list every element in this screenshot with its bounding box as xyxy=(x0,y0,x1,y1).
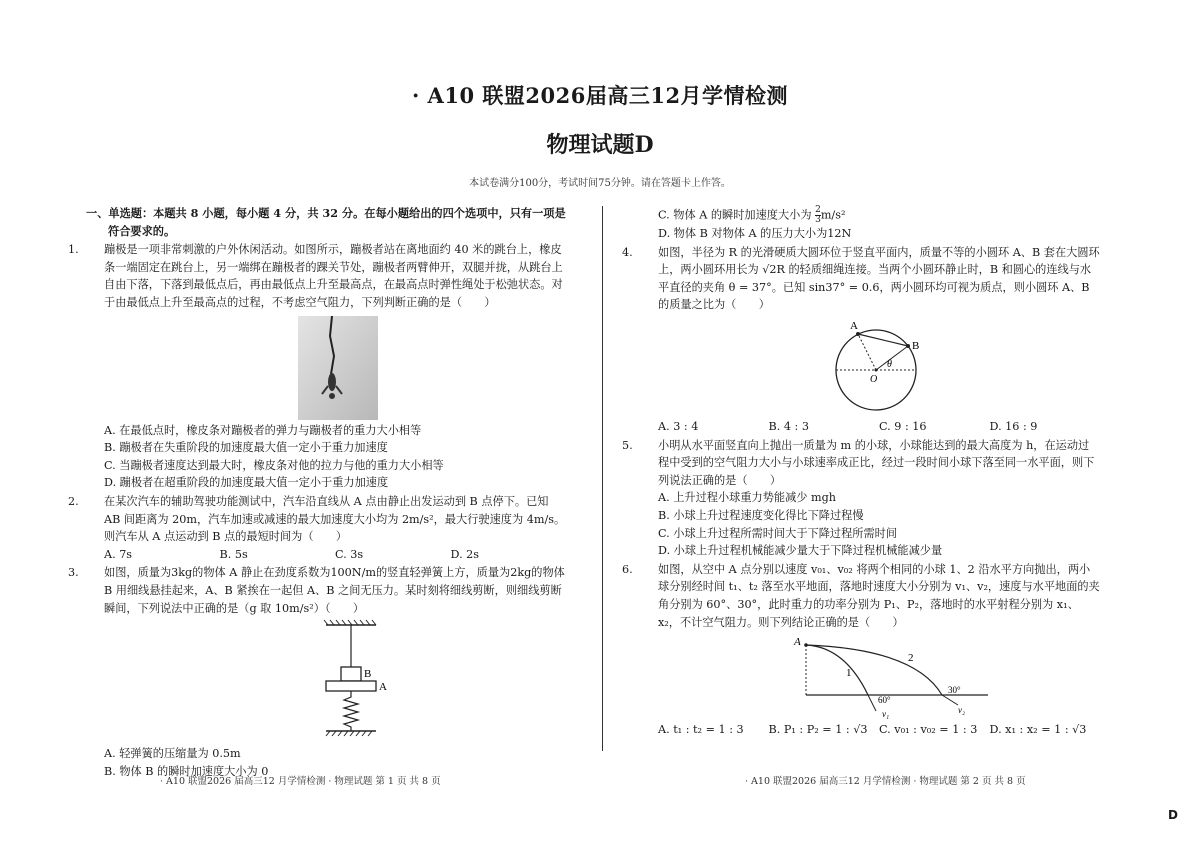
label-a: A xyxy=(794,636,801,649)
question-text: 如图，从空中 A 点分别以速度 v₀₁、v₀₂ 将两个相同的小球 1、2 沿水平方向抛出，两小球分别经时间 t₁、t₂ 落至水平地面，落地时速度大小分别为 v₁、v₂，速度与水平地面的夹角分别为 60°、30°，此时重力的功率分别为 P₁、P₂，落地时的水平射程分别为 x₁、x₂，不计空气阻力。则下列结论正确的是（ ） xyxy=(658,562,1100,629)
spring-figure xyxy=(86,617,566,745)
projectile-diagram xyxy=(640,631,1100,721)
label-b: B xyxy=(912,339,920,352)
option-d: D. 2s xyxy=(450,547,480,561)
exam-subtitle: 物理试题D xyxy=(546,132,654,158)
option-a: A. 在最低点时，橡皮条对蹦极者的弹力与蹦极者的重力大小相等 xyxy=(104,423,422,437)
ring-diagram xyxy=(640,314,1100,418)
label-v1: v₁ xyxy=(882,709,890,720)
ring-figure xyxy=(640,314,1100,418)
option-a: A. 7s xyxy=(104,547,133,561)
option-b: B. 小球上升过程速度变化得比下降过程慢 xyxy=(658,508,864,522)
section-heading: 一、单选题：本题共 8 小题，每小题 4 分，共 32 分。在每小题给出的四个选项中，只有一项是 符合要求的。 xyxy=(86,206,566,238)
footer-right: · A10 联盟2026 届高三12 月学情检测 · 物理试题 第 2 页 共 8 页 xyxy=(745,776,1026,787)
question-number: 4. xyxy=(622,245,633,259)
question-number: 6. xyxy=(622,562,633,576)
question-number: 1. xyxy=(68,243,79,257)
left-column xyxy=(68,205,566,780)
label-v2: v₂ xyxy=(958,705,966,716)
column-divider xyxy=(602,206,603,751)
option-b: B. 4 : 3 xyxy=(768,419,809,433)
option-c: C. 3s xyxy=(335,547,364,561)
question-text: 如图，质量为3kg的物体 A 静止在劲度系数为100N/m的竖直轻弹簧上方，质量为2kg的物体 B 用细线悬挂起来，A、B 紧挨在一起但 A、B 之间无压力。某时刻将细线剪断，则细线剪断瞬间，下列说法中正确的是（g 取 10m/s²）（ ） xyxy=(104,566,565,615)
option-b: B. 物体 B 的瞬时加速度大小为 0 xyxy=(104,764,269,778)
q3-option-d: D. 物体 B 对物体 A 的压力大小为12N xyxy=(658,227,852,240)
option-b: B. P₁ : P₂ = 1 : √3 xyxy=(768,723,868,737)
question-number: 5. xyxy=(622,438,633,452)
option-d: D. 16 : 9 xyxy=(989,419,1038,433)
option-b: B. 5s xyxy=(219,547,248,561)
question-5 xyxy=(622,437,1100,560)
label-30: 30° xyxy=(948,685,961,696)
label-a: A xyxy=(379,681,387,694)
option-a: A. 3 : 4 xyxy=(658,419,699,433)
label-o: O xyxy=(870,373,878,385)
question-text: 小明从水平面竖直向上抛出一质量为 m 的小球，小球能达到的最大高度为 h，在运动过程中受到的空气阻力大小与小球速率成正比，经过一段时间小球下落至同一水平面，则下列说法正确的是（ ） xyxy=(658,438,1095,487)
option-c: C. 小球上升过程所需时间大于下降过程所需时间 xyxy=(658,526,898,540)
footer-left: · A10 联盟2026 届高三12 月学情检测 · 物理试题 第 1 页 共 8 页 xyxy=(160,776,441,787)
label-2: 2 xyxy=(908,652,914,665)
fraction: $\frac{2}{3}$ xyxy=(815,205,821,225)
label-a: A xyxy=(850,319,858,332)
option-a: A. t₁ : t₂ = 1 : 3 xyxy=(658,723,744,737)
bungee-image xyxy=(86,316,566,422)
options-row xyxy=(640,418,1100,436)
question-4 xyxy=(622,244,1100,436)
option-c: C. 9 : 16 xyxy=(879,419,927,433)
spring-diagram xyxy=(86,617,566,745)
q3-option-c: C. 物体 A 的瞬时加速度大小为 $\frac{2}{3}$ m/s² xyxy=(658,205,846,225)
exam-header xyxy=(0,80,1200,110)
question-text: 如图，半径为 R 的光滑硬质大圆环位于竖直平面内，质量不等的小圆环 A、B 套在大圆环上，两小圆环用长为 √2R 的轻质细绳连接。当两个小圆环静止时，B 和圆心的连线与水平直径的夹角 θ = 37°。已知 sin37° = 0.6，两小圆环均可视为质点，则小圆环 A、B 的质量之比为（ ） xyxy=(658,245,1100,312)
question-text: 在某次汽车的辅助驾驶功能测试中，汽车沿直线从 A 点由静止出发运动到 B 点停下。已知 AB 间距离为 20m，汽车加速或减速的最大加速度大小均为 2m/s²，最大行驶速度为 4m/s。则汽车从 A 点运动到 B 点的最短时间为（ ） xyxy=(104,494,566,544)
option-d: D. x₁ : x₂ = 1 : √3 xyxy=(989,723,1087,737)
option-c: C. 当蹦极者速度达到最大时，橡皮条对他的拉力与他的重力大小相等 xyxy=(104,458,444,472)
bungee-photo xyxy=(86,316,566,422)
options-row xyxy=(640,721,1100,739)
label-b: B xyxy=(364,668,372,681)
exam-title: · A10 联盟2026届高三12月学情检测 xyxy=(411,83,789,108)
question-3 xyxy=(68,564,566,780)
right-column xyxy=(622,205,1100,739)
corner-mark: D xyxy=(1168,808,1178,822)
question-number: 2. xyxy=(68,494,79,508)
option-d: D. 小球上升过程机械能减少量大于下降过程机械能减少量 xyxy=(658,544,943,558)
option-c: C. v₀₁ : v₀₂ = 1 : 3 xyxy=(879,723,978,737)
question-1 xyxy=(68,241,566,492)
label-theta: θ xyxy=(887,358,892,370)
option-b: B. 蹦极者在失重阶段的加速度最大值一定小于重力加速度 xyxy=(104,441,388,455)
question-number: 3. xyxy=(68,566,79,580)
option-a: A. 上升过程小球重力势能减少 mgh xyxy=(658,491,836,505)
exam-notice: 本试卷满分100分，考试时间75分钟。请在答题卡上作答。 xyxy=(469,178,731,189)
label-1: 1 xyxy=(846,667,852,680)
question-text: 蹦极是一项非常刺激的户外休闲活动。如图所示，蹦极者站在离地面约 40 米的跳台上，橡皮条一端固定在跳台上，另一端绑在蹦极者的踝关节处，蹦极者两臂伸开，双腿并拢，从跳台上自由下落，下落到最低点后，再由最低点上升至最高点，在最高点时弹性绳处于松弛状态。对于由最低点上升至最高点的过程，不考虑空气阻力，下列判断正确的是（ ） xyxy=(104,243,563,309)
question-6 xyxy=(622,561,1100,739)
question-2 xyxy=(68,493,566,563)
option-a: A. 轻弹簧的压缩量为 0.5m xyxy=(104,747,241,761)
options-row xyxy=(86,546,566,564)
projectile-figure xyxy=(640,631,1100,721)
label-60: 60° xyxy=(878,695,891,706)
option-d: D. 蹦极者在超重阶段的加速度最大值一定小于重力加速度 xyxy=(104,476,389,490)
